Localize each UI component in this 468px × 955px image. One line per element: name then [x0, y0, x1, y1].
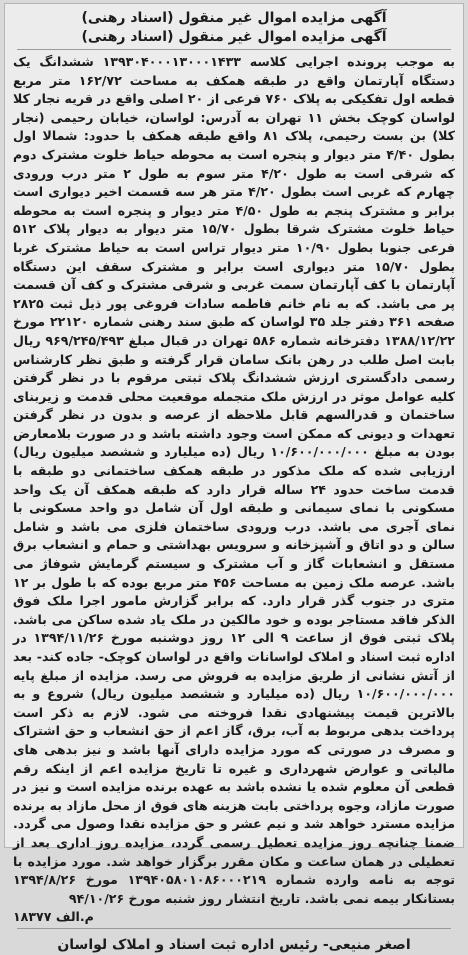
signature-divider: [17, 928, 451, 929]
notice-subtitle: آگهی مزایده اموال غیر منقول (اسناد رهنی): [81, 29, 387, 45]
reference-number: م.الف ۱۸۳۷۷: [13, 909, 94, 925]
auction-notice: [4, 3, 464, 954]
signature-line: اصغر منیعی- رئیس اداره ثبت اسناد و املاک لواسان: [57, 937, 411, 954]
notice-body: به موجب پرونده اجرایی کلاسه ۱۳۹۳۰۴۰۰۰۱۳۰۰۰۱۴۳۳ ششدانگ یک دستگاه آپارتمان واقع در طبقه همکف به مساحت ۱۶۲/۷۲ متر مربع قطعه اول تفکیکی به پلاک ۷۶۰ فرعی از ۲۰ اصلی واقع در قریه نجار کلا لواسان کوچک بخش ۱۱ تهران به آدرس: لواسان، خیابان رحیمی (نجار کلا) بن بست رحیمی، پلاک ۸۱ واقع طبقه همکف با حدود: شمالا اول بطول ۴/۴۰ متر دیوار و پنجره است به محوطه حیاط خلوت مشترک دوم که شرقی است به طول ۴/۲۰ متر سوم به طول ۲ متر درب ورودی چهارم که غربی است بطول ۴/۲۰ متر هر سه قسمت اخیر دیواری است برابر و مشترک پنجم به طول ۴/۵۰ متر دیوار و پنجره است به محوطه حیاط خلوت مشترک شرقا بطول ۱۵/۷۰ متر دیوار به دیوار پلاک ۵۱۲ فرعی جنوبا بطول ۱۰/۹۰ متر دیوار تراس است به حیاط مشترک غربا بطول ۱۵/۷۰ متر دیواری است برابر و مشترک سقف این دستگاه آپارتمان با کف آپارتمان سمت غربی و شرقی مشترک و کف آن قسمت پر می باشد. که به نام خانم فاطمه سادات فروغی پور ذیل ثبت ۲۸۲۵ صفحه ۳۶۱ دفتر جلد ۳۵ لواسان که طبق سند رهنی شماره ۲۲۱۲۰ مورخ ۱۳۸۸/۱۲/۲۲ دفترخانه شماره ۵۸۶ تهران در قبال مبلغ ۹۶۹/۲۴۵/۴۹۳ ریال بابت اصل طلب در رهن بانک سامان قرار گرفته و طبق نظر کارشناس رسمی دادگستری ارزش ششدانگ پلاک ثبتی مرقوم با در نظر گرفتن کلیه عوامل موثر در ارزش ملک متجمله موقعیت محلی قدمت و زیربنای ساختمان و قدرالسهم قابل ملاحظه از عرصه و بدون در نظر گرفتن تعهدات و دیونی که ممکن است وجود داشته باشد و در صورت بلامعارض بودن به مبلغ ۱۰/۶۰۰/۰۰۰/۰۰۰ ریال (ده میلیارد و ششصد میلیون ریال) ارزیابی شده که ملک مذکور در طبقه همکف ساختمانی دو طبقه با قدمت ساخت حدود ۲۴ ساله قرار دارد که طبقه همکف آن یک واحد مسکونی با نمای سیمانی و طبقه اول آن شامل دو واحد مسکونی با نمای آجری می باشد. درب ورودی ساختمان فلزی می باشد و شامل سالن و دو اتاق و آشپزخانه و سرویس بهداشتی و حمام و انشعاب برق مستقل و انشعابات گاز و آب مشترک و سیستم گرمایش شوفاژ می باشد. عرصه ملک زمین به مساحت ۴۵۶ متر مربع بوده که با طول بر ۱۲ متری در جنوب گذر قرار دارد. که برابر گزارش مامور اجرا ملک فوق الذکر فاقد مستاجر بوده و خود مالکین در ملک یاد شده ساکن می باشد. پلاک ثبتی فوق از ساعت ۹ الی ۱۲ روز دوشنبه مورخ ۱۳۹۴/۱۱/۲۶ در اداره ثبت اسناد و املاک لواسانات واقع در لواسان کوچک- جاده کند- بعد از آتش نشانی از طریق مزایده به فروش می رسد. مزایده از مبلغ پایه ۱۰/۶۰۰/۰۰۰/۰۰۰ ریال (ده میلیارد و ششصد میلیون ریال) شروع و به بالاترین قیمت پیشنهادی نقدا فروخته می شود. لازم به ذکر است پرداخت بدهی مربوط به آب، برق، گاز اعم از حق انشعاب و حق اشتراک و مصرف در صورتی که مورد مزایده دارای آنها باشد و نیز بدهی های مالیاتی و عوارض شهرداری و غیره تا تاریخ مزایده اعم از اینکه رقم قطعی آن معلوم شده یا نشده باشد به عهده برنده مزایده است و نیز در صورت مازاد، وجوه پرداختی بابت هزینه های فوق از محل مازاد به برنده مزایده مسترد خواهد شد و نیم عشر و حق مزایده نقدا وصول می گردد. ضمنا چنانچه روز مزایده تعطیل رسمی گردد، مزایده روز اداری بعد از تعطیلی در همان ساعت و مکان مقرر برگزار خواهد شد. مورد مزایده با توجه به نامه وارده شماره ۱۳۹۴۰۵۸۰۱۰۸۶۰۰۰۲۱۹ مورخ ۱۳۹۴/۸/۲۶ بستانکار بیمه نمی باشد. تاریخ انتشار روز شنبه مورخ ۹۴/۱۰/۲۶: [13, 54, 456, 906]
notice-title: آگهی مزایده اموال غیر منقول (اسناد رهنی): [81, 10, 387, 26]
title-divider: [17, 49, 451, 50]
